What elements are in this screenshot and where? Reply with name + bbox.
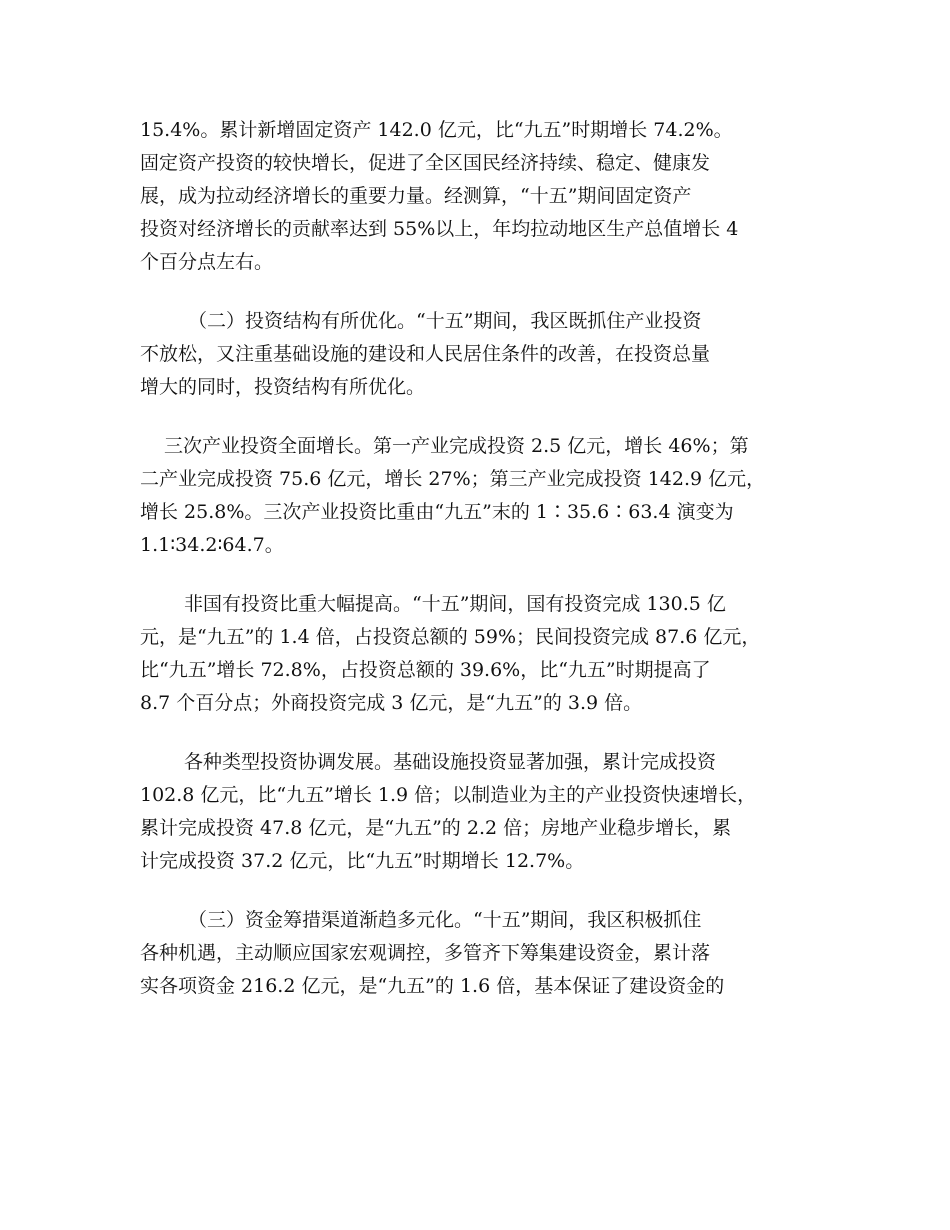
text-line: 8.7 个百分点；外商投资完成 3 亿元，是“九五”的 3.9 倍。 <box>140 692 643 714</box>
text-line: （三）资金筹措渠道渐趋多元化。“十五”期间，我区积极抓住 <box>188 909 702 931</box>
paragraph-investment-types <box>140 746 840 878</box>
text-line: 二产业完成投资 75.6 亿元，增长 27%；第三产业完成投资 142.9 亿元， <box>140 468 766 490</box>
text-line: 展，成为拉动经济增长的重要力量。经测算，“十五”期间固定资产 <box>140 185 692 207</box>
text-line: 各种机遇，主动顺应国家宏观调控，多管齐下筹集建设资金，累计落 <box>140 942 711 964</box>
text-line: 不放松，又注重基础设施的建设和人民居住条件的改善，在投资总量 <box>140 343 711 365</box>
paragraph-investment-structure <box>140 305 840 404</box>
text-line: 累计完成投资 47.8 亿元，是“九五”的 2.2 倍；房地产业稳步增长，累 <box>140 817 732 839</box>
text-line: 三次产业投资全面增长。第一产业完成投资 2.5 亿元，增长 46%；第 <box>164 435 749 457</box>
text-line: 计完成投资 37.2 亿元，比“九五”时期增长 12.7%。 <box>140 850 585 872</box>
text-line: （二）投资结构有所优化。“十五”期间，我区既抓住产业投资 <box>188 310 702 332</box>
text-line: 增长 25.8%。三次产业投资比重由“九五”末的 1∶35.6∶63.4 演变为 <box>140 501 734 523</box>
text-line: 非国有投资比重大幅提高。“十五”期间，国有投资完成 130.5 亿 <box>184 593 726 615</box>
text-line: 实各项资金 216.2 亿元，是“九五”的 1.6 倍，基本保证了建设资金的 <box>140 975 725 997</box>
text-line: 投资对经济增长的贡献率达到 55%以上，年均拉动地区生产总值增长 4 <box>140 218 739 240</box>
text-line: 各种类型投资协调发展。基础设施投资显著加强，累计完成投资 <box>184 751 717 773</box>
text-line: 元，是“九五”的 1.4 倍，占投资总额的 59%；民间投资完成 87.6 亿元， <box>140 626 761 648</box>
document-page <box>140 114 840 1029</box>
text-line: 1.1∶34.2∶64.7。 <box>140 534 284 556</box>
text-line: 15.4%。累计新增固定资产 142.0 亿元，比“九五”时期增长 74.2%。 <box>140 119 733 141</box>
text-line: 增大的同时，投资结构有所优化。 <box>140 376 426 398</box>
text-line: 固定资产投资的较快增长，促进了全区国民经济持续、稳定、健康发 <box>140 152 711 174</box>
paragraph-fixed-assets <box>140 114 840 279</box>
text-line: 比“九五”增长 72.8%，占投资总额的 39.6%，比“九五”时期提高了 <box>140 659 711 681</box>
paragraph-non-state-investment <box>140 588 840 720</box>
paragraph-three-industries <box>140 430 840 562</box>
paragraph-funding-channels <box>140 904 840 1003</box>
text-line: 102.8 亿元，比“九五”增长 1.9 倍；以制造业为主的产业投资快速增长， <box>140 784 757 806</box>
text-line: 个百分点左右。 <box>140 251 274 273</box>
